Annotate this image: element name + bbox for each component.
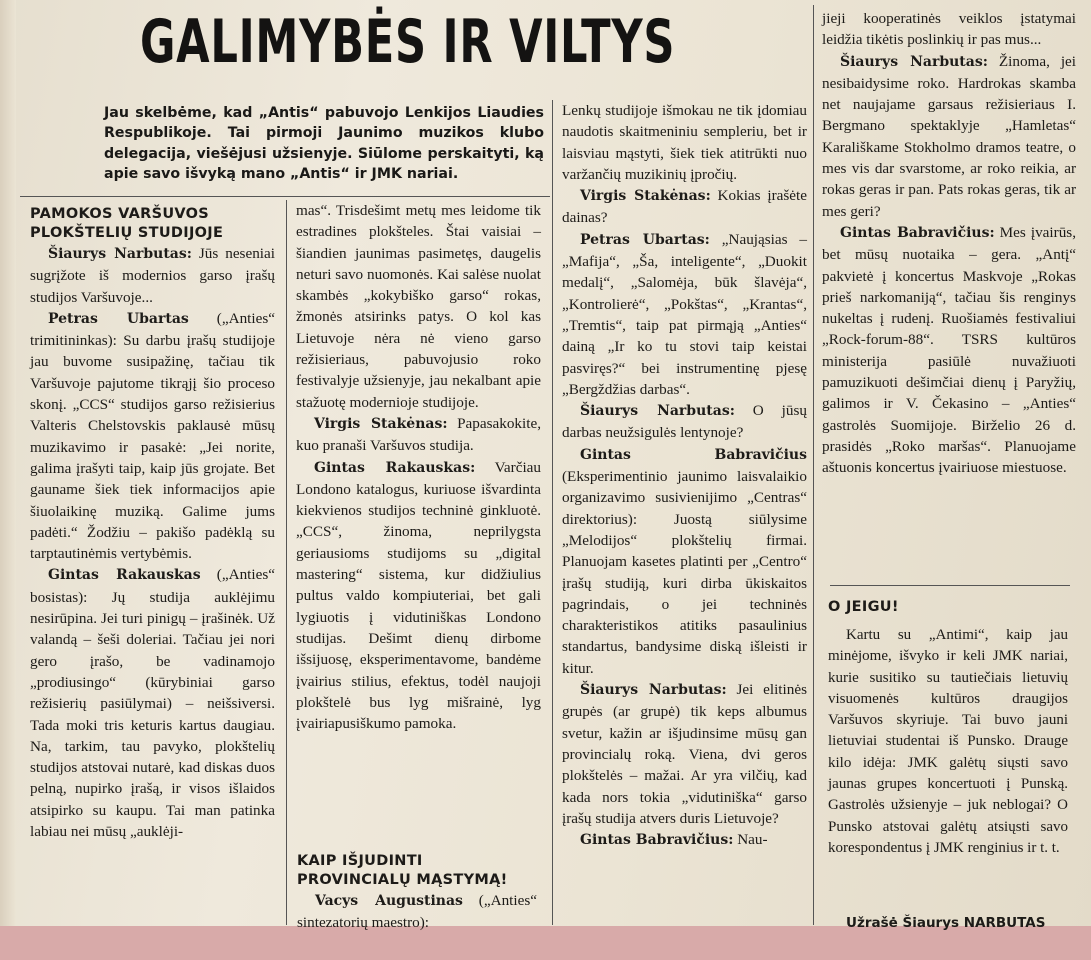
column-4 — [822, 8, 1076, 479]
text: Jei elitinės grupės (ar grupė) tik keps albumus svetur, kažin ar išjudinsime mūsų gan provincialų roką. Viena, dvi geros plokštelės – mažai. Ar yra vilčių, kad kada nors tokia „vidutiniška“ garso įrašų studija atvers duris Lietuvoje? — [562, 681, 807, 827]
paragraph — [562, 185, 807, 229]
column-divider — [813, 5, 814, 925]
speaker: Šiaurys Narbutas: — [580, 682, 727, 699]
paper-edge — [0, 0, 16, 960]
speaker: Virgis Stakėnas: — [580, 188, 711, 205]
column-1 — [30, 205, 275, 842]
column-2-section — [297, 852, 537, 934]
paragraph — [822, 222, 1076, 479]
paragraph — [296, 457, 541, 735]
section-rule — [830, 585, 1070, 586]
paragraph — [562, 444, 807, 679]
paragraph — [30, 564, 275, 842]
lead-rule — [20, 196, 550, 197]
speaker: Šiaurys Narbutas: — [840, 53, 988, 70]
speaker: Šiaurys Narbutas: — [580, 403, 735, 420]
paragraph — [822, 51, 1076, 222]
text: mas“. Trisdešimt metų mes leidome tik estradines plokšteles. Štai vaisiai – šiandien jaunimas pasimetęs, daugelis neturi savo nuomonės. Kai salėse nuolat skambės „kokybiško garso“ rokas, žmonės atsirinks patys. O kol kas Lietuvoje nėra nė vieno garso režisieriaus, pabuvojusio roko festivalyje užsienyje, jau nekalbant apie stažuotę modernioje studijoje. — [296, 202, 541, 411]
speaker: Virgis Stakėnas: — [314, 415, 448, 432]
text: Nau- — [733, 831, 768, 849]
text: Mes įvairūs, bet mūsų nuotaika – gera. „Antį“ pakvietė į koncertus Maskvoje „Rokas prieš narkomaniją“, tačiau šis renginys nukeltas į rudenį. Ruošiamės festivaliui „Rock-forum-88“. TSRS kultūros ministerija pasiūlė nuvažiuoti pamuzikuoti dešimčiai dienų į Paryžių, galimos ir V. Čekasino – „Anties“ gastrolės Suomijoje. Birželio 26 d. prasidės „Roko maršas“. Planuojame aštuonis koncertus įvairiuose miestuose. — [822, 223, 1076, 477]
paragraph — [828, 625, 1068, 859]
text: O jūsų darbas neužsigulės lentynoje? — [562, 402, 807, 442]
column-2 — [296, 200, 541, 734]
paragraph — [296, 413, 541, 457]
text: jieji kooperatinės veiklos įstatymai leidžia tikėtis poslinkių ir pas mus... — [822, 10, 1076, 49]
speaker: Gintas Babravičius: — [580, 832, 734, 849]
column-4-section — [828, 598, 1068, 859]
backing-strip — [0, 926, 1091, 960]
column-3 — [562, 100, 807, 851]
paragraph — [562, 229, 807, 400]
headline: GALIMYBĖS IR VILTYS — [140, 7, 676, 77]
paragraph — [297, 890, 537, 934]
text: (Eksperimentinio jaunimo laisvalaikio organizavimo susivienijimo „Centras“ direktorius): Juostą siūlysime „Melodijos“ plokštelių firmai. Planuojam kasetes platinti per „Centro“ įrašų studiją, kuri dirba ūkiskaitos pagrindais, o jei techninės charakteristikos atitiks pasaulinius standartus, bandysime diską išleisti ir kitur. — [562, 468, 807, 677]
paragraph — [30, 308, 275, 565]
speaker: Gintas Rakauskas: — [314, 459, 476, 476]
paragraph — [562, 679, 807, 829]
paragraph — [296, 200, 541, 413]
lead-paragraph: Jau skelbėme, kad „Antis“ pabuvojo Lenkijos Liaudies Respublikoje. Tai pirmoji Jaunimo muzikos klubo delegacija, viešėjusi užsienyje. Siūlome perskaityti, ką apie savo išvyką mano „Antis“ ir JMK nariai. — [104, 105, 544, 183]
text: „Naująsias – „Mafija“, „Ša, inteligente“, „Duokit medalį“, „Salomėja, būk šlavėja“, „Kontrolierė“, „Pokštas“, „Krantas“, „Tremtis“, taip pat pirmąją „Anties“ dainą „Ir ko tu stovi taip keistai pasviręs?“ bei instrumentinę pjesę „Bergždžias darbas“. — [562, 230, 807, 398]
speaker: Šiaurys Narbutas: — [48, 246, 192, 262]
speaker: Gintas Rakauskas — [48, 567, 201, 584]
text: Lenkų studijoje išmokau ne tik įdomiau naudotis skaitmeniniu sempleriu, bet ir laisviau mąstyti, šiek tiek atitrūkti nuo varžančių muzikinių įpročių. — [562, 102, 807, 183]
speaker: Petras Ubartas: — [580, 231, 710, 248]
paragraph — [30, 243, 275, 308]
text: Varčiau Londono katalogus, kuriuose išvardinta kiekvienos studijos techninė ginkluotė. „CCS“, žinoma, neprilygsta geriausioms studijoms su „digital mastering“ sistema, kur didžiulius pultus valdo kompiuteriai, bet gali lygiuotis į vidutiniškas Londono studijas. Dešimt dienų dirbome išsijuosę, eksperimentavome, bandėme įvairius stilius, efektus, todėl naujoji plokštelė bus lyg mišrainė, lyg įvairiapusiškumo pamoka. — [296, 458, 541, 733]
text: („Anties“ sintezatorių maestro): — [297, 892, 537, 932]
section-title: PAMOKOS VARŠUVOS PLOKŠTELIŲ STUDIJOJE — [30, 206, 224, 241]
speaker: Gintas Babravičius: — [840, 224, 995, 241]
text: („Anties“ trimitininkas): Su darbu įrašų studijoje jau buvome susipažinę, tačiau tik Varšuvoje pajutome tikrąjį šio proceso skonį. „CCS“ studijos garso režisierius Valteris Chelstovskis paklausė mūsų muzikavimo ir pasakė: „Jei norite, galima įrašyti taip, kaip jūs grojate. Bet gauname šiek tiek informacijos apie šiuolaikinę muziką. Galime jums padėti.“ Žodžiu – pakišo padėklą su tarptautinėmis vertybėmis. — [30, 309, 275, 563]
text: Žinoma, jei nesibaidysime roko. Hardrokas skamba net naujajame garsaus režisieriaus I. Bergmano spektaklyje „Hamletas“ Karališkame Stokholmo dramos teatre, o mes vis dar svarstome, ar roko reikia, ar rokas geras ir pan. Pats rokas geras, tik ar mes geri? — [822, 52, 1077, 220]
section-title: O JEIGU! — [828, 599, 899, 615]
speaker: Gintas Babravičius — [580, 446, 807, 463]
text: Kokias įrašėte dainas? — [562, 187, 808, 227]
text: („Anties“ bosistas): Jų studija auklėjimu nesirūpina. Jei turi pinigų – įrašinėk. Už valandą – šeši doleriai. Tačiau jei nori gero įrašo, be vadinamojo „prodiusingo“ (kūrybiniai garso režisierių pasiūlymai) – neišsiversi. Tada moki tris keturis kartus daugiau. Na, tarkim, tau pavyko, plokštelių studijos atstovai nutarė, kad diskas duos pelną, nupirko įrašą, ir visos išlaidos atsipirko su kaupu. Tai man patinka labiau nei mūsų „auklėji- — [30, 566, 275, 841]
text: Kartu su „Antimi“, kaip jau minėjome, išvyko ir keli JMK nariai, kurie susitiko su tautiečiais lietuvių visuomenės kultūros draugijos Varšuvos skyriuje. Tai buvo jauni lietuviai studentai iš Punsko. Drauge kilo idėja: JMK galėtų siųsti savo jaunas grupes koncertuoti į Punską. Gastrolės užsienyje – juk neblogai? O Punsko atstovai galėtų atsiųsti savo korespondentus į JMK renginius ir t. t. — [828, 627, 1068, 856]
paragraph — [562, 100, 807, 185]
speaker: Vacys Augustinas — [315, 893, 463, 909]
column-divider — [552, 100, 553, 925]
section-title: KAIP IŠJUDINTI PROVINCIALŲ MĄSTYMĄ! — [297, 853, 508, 888]
paragraph — [822, 8, 1076, 51]
byline: Užrašė Šiaurys NARBUTAS — [846, 915, 1046, 931]
text: Jūs neseniai sugrįžote iš modernios garso įrašų studijos Varšuvoje... — [30, 245, 275, 306]
speaker: Petras Ubartas — [48, 310, 189, 327]
paragraph — [562, 829, 807, 851]
paragraph — [562, 400, 807, 444]
column-divider — [286, 200, 287, 925]
text: Papasakokite, kuo pranaši Varšuvos studija. — [296, 414, 541, 455]
